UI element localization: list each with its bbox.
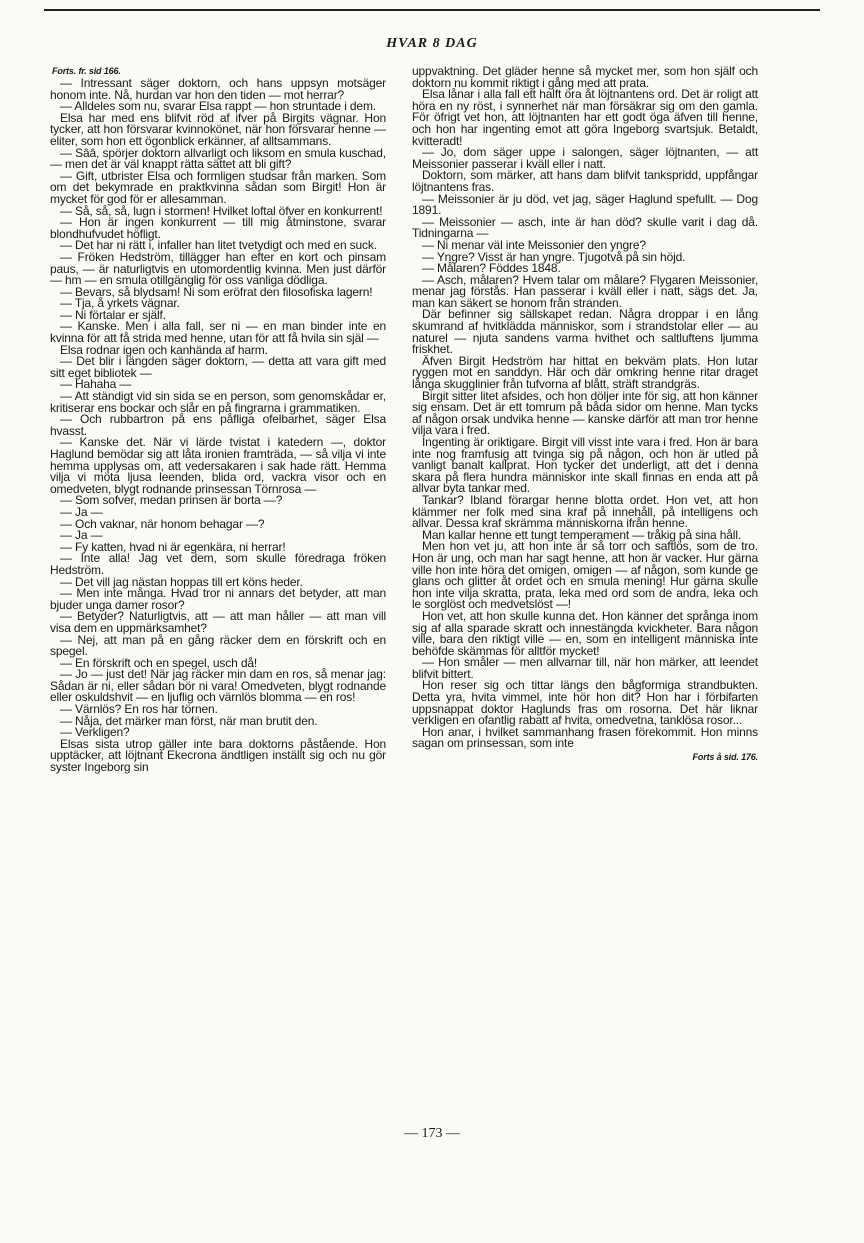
- right-column: [412, 66, 758, 764]
- paragraph: — Sââ, spörjer doktorn allvarligt och liksom en smula kuschad, — men det är väl knappt rätta sättet att bli gift?: [50, 145, 386, 172]
- paragraph: — Det blir i längden säger doktorn, — detta att vara gift med sitt eget bibliotek —: [50, 354, 386, 380]
- paragraph: — Alldeles som nu, svarar Elsa rappt — hon struntade i dem.: [60, 99, 376, 114]
- paragraph: — Ja —: [60, 504, 103, 519]
- paragraph: — Värnlös? En ros har törnen.: [60, 702, 218, 717]
- paragraph: Men hon vet ju, att hon inte är så torr och saftlös, som de tro. Hon är ung, och man har sagt henne, att hon är vacker. Hur gärna ville hon inte höra det omigen, omigen — af någon, som kunde ge glans och glitter åt ordet och en smula mening! Hur gärna skulle hon inte vilja skratta, prata, leka med ord som de andra, leka och le sorglöst och medvetslöst —!: [412, 539, 758, 612]
- paragraph: — Inte alla! Jag vet dem, som skulle föredraga fröken Hedström.: [50, 551, 386, 577]
- paragraph: — Ni förtalar er själf.: [60, 307, 166, 322]
- paragraph: — Asch, målaren? Hvem talar om målare? Flygaren Meissonier, menar jag förstås. Han passerar i kväll eller i natt, sägs det. Ja, man kan säkert se honom från stranden.: [412, 272, 758, 310]
- top-rule: [44, 9, 820, 11]
- paragraph: Elsas sista utrop gäller inte bara doktorns påstående. Hon upptäcker, att löjtnant Ekecrona ändtligen inställt sig och nu gör syster Ingeborg sin: [50, 736, 386, 775]
- page-number: — 173 —: [404, 1126, 460, 1141]
- paragraph: Hon vet, att hon skulle kunna det. Hon känner det språnga inom sig af alla sparade skratt och innestängda kvickheter. Bara någon ville, bara den riktigt ville — en, som en intelligent människa inte behöfde skämmas för alltför mycket!: [412, 608, 758, 658]
- paragraph: Där befinner sig sällskapet redan. Några droppar i en lång skumrand af hvitklädda människor, som i strandstolar eller — au naturel — njuta sandens varma hvithet och saltluftens ljumma friskhet.: [412, 307, 758, 357]
- paragraph: — Fy katten, hvad ni är egenkära, ni herrar!: [60, 539, 286, 554]
- continued-on-note: Forts å sid. 176.: [692, 752, 758, 763]
- paragraph: Man kallar henne ett tungt temperament — tråkig på sina håll.: [422, 527, 742, 542]
- paragraph: — Jo, dom säger uppe i salongen, säger löjtnanten, — att Meissonier passerar i kväll eller i natt.: [412, 145, 758, 171]
- paragraph: — Och vaknar, när honom behagar —?: [60, 516, 265, 531]
- paragraph: — Betyder? Naturligtvis, att — att man håller — att man vill visa dem en uppmärksamhet?: [50, 609, 386, 635]
- paragraph: Elsa lånar i alla fall ett halft öra åt löjtnantens ord. Det är roligt att höra en ny röst, i synnerhet när man försäkrar sig om den gamla. För öfrigt vet hon, att löjtnanten har ett godt öga äfven till henne, och hon har ingenting emot att göra Ingeborg svartsjuk. Betaldt, kvitteradt!: [412, 87, 758, 148]
- continued-from-note: Forts. fr. sid 166.: [52, 66, 121, 76]
- paragraph: — Men inte många. Hvad tror ni annars det betyder, att man bjuder unga damer rosor?: [50, 586, 386, 612]
- paragraph: — Målaren? Föddes 1848.: [422, 261, 561, 276]
- paragraph: — Det har ni rätt i, infaller han litet tvetydigt och med en suck.: [60, 238, 377, 253]
- paragraph: — Fröken Hedström, tillägger han efter en kort och pinsam paus, — är naturligtvis en utomordentlig kvinna. Men just därför — hm — en smula otillgänglig för oss vanliga dödliga.: [50, 249, 386, 288]
- paragraph: — Verkligen?: [60, 725, 130, 740]
- paragraph: — Kanske det. När vi lärde tvistat i katedern —, doktor Haglund bemödar sig att låta ironien framträda, — så vilja vi inte hemma upplysas om, att vedersakaren i sak hade rätt. Hemma vilja vi möta ljusa leenden, blida ord, vackra visor och en omedveten, blygt rodnande prinsessan Törnrosa —: [50, 435, 386, 496]
- paragraph: — Hon småler — men allvarnar till, när hon märker, att leendet blifvit bittert.: [412, 655, 758, 681]
- paragraph: — Hahaha —: [60, 377, 132, 392]
- paragraph: Äfven Birgit Hedström har hittat en bekväm plats. Hon lutar ryggen mot en sanddyn. Här och där omkring henne ritar draget långa skugglinier från tufvorna af blått, sträft strandgräs.: [412, 353, 758, 392]
- paragraph: — Nåja, det märker man först, när man brutit den.: [60, 713, 318, 728]
- paragraph: — Ni menar väl inte Meissonier den yngre?: [422, 237, 646, 252]
- paragraph: Birgit sitter litet afsides, och hon döljer inte för sig, att hon känner sig ensam. Det är ett tomrum på båda sidor om henne. Man tycks af någon orsak undvika henne — kanske därför att man tror henne vilja vara i fred.: [412, 388, 758, 438]
- paragraph: — Tja, å yrkets vägnar.: [60, 296, 180, 311]
- paragraph: — Jo — just det! När jag räcker min dam en ros, så menar jag: Sådan är ni, eller sådan bör ni vara! Omedveten, blygt rodnande eller oskuldshvit — en ljuflig och värnlös blomma — en ros!: [50, 667, 386, 705]
- paragraph: — Meissonier är ju död, vet jag, säger Haglund spefullt. — Dog 1891.: [412, 191, 758, 218]
- paragraph: — Kanske. Men i alla fall, ser ni — en man binder inte en kvinna för att få strida med henne, utan för att få hvila sin själ —: [50, 319, 386, 346]
- paragraph: — Meissonier — asch, inte är han död? skulle varit i dag då. Tidningarna —: [412, 214, 758, 241]
- paragraph: — Som sofver, medan prinsen är borta —?: [60, 493, 283, 508]
- paragraph: — Bevars, så blydsam! Ni som eröfrat den filosofiska lagern!: [60, 284, 373, 299]
- paragraph: — Ja —: [60, 528, 103, 543]
- paragraph: — Intressant säger doktorn, och hans uppsyn motsäger honom inte. Nå, hurdan var hon den tiden — mot herrar?: [50, 76, 386, 102]
- paragraph: Elsa har med ens blifvit röd af ifver på Birgits vägnar. Hon tycker, att hon försvarar kvinnokönet, när hon försvarar henne — eliter, som hon ett ögonblick erkänner, af alltsammans.: [50, 110, 386, 148]
- paragraph: — En förskrift och en spegel, usch då!: [60, 655, 258, 670]
- right-first-paragraph: uppvaktning. Det gläder henne så mycket mer, som hon själf och doktorn nu kommit riktigt i gång med att prata.: [412, 64, 758, 90]
- right-paragraphs: [412, 89, 758, 750]
- paragraph: Hon anar, i hvilket sammanhang frasen förekommit. Hon minns sagan om prinsessan, som inte: [412, 724, 758, 751]
- page-header: HVAR 8 DAG: [386, 36, 478, 51]
- paragraph: Ingenting är oriktigare. Birgit vill visst inte vara i fred. Hon är bara inte nog framfusig att tvinga sig på någon, och hon är utled på vanligt banalt kallprat. Hon tycker det underligt, att det i denna skara på flera hundra människor inte skall finnas en enda att på allvar byta tankar med.: [412, 435, 758, 496]
- paragraph: — Gift, utbrister Elsa och formligen studsar från marken. Som om det bekymrade en praktkvinna sådan som Birgit! Hon är mycket för god för er allesamman.: [50, 168, 386, 206]
- paragraph: — Hon är ingen konkurrent — till mig åtminstone, svarar blondhufvudet höfligt.: [50, 215, 386, 241]
- paragraph: Elsa rodnar igen och kanhända af harm.: [60, 342, 268, 357]
- paragraph: Doktorn, som märker, att hans dam blifvit tankspridd, uppfångar löjtnantens fras.: [412, 168, 758, 194]
- paragraph: — Det vill jag nästan hoppas till ert köns heder.: [60, 574, 303, 589]
- paragraph: Hon reser sig och tittar längs den bågformiga strandbukten. Detta yra, hvita vimmel, inte hör hon dit? Hon har i förbifarten uppsnappat doktor Haglunds fras om rosorna. Det här liknar verkligen en ofantlig rabatt af hvita, omedvetna, tanklösa rosor...: [412, 678, 758, 728]
- paragraph: — Så, så, så, lugn i stormen! Hvilket loftal öfver en konkurrent!: [60, 203, 383, 218]
- paragraph: — Yngre? Visst är han yngre. Tjugotvå på sin höjd.: [422, 249, 686, 264]
- paragraph: — Att ständigt vid sin sida se en person, som genomskådar er, kritiserar ens bockar och slår en på fingrarna i grammatiken.: [50, 389, 386, 415]
- left-paragraphs: [50, 78, 386, 774]
- paragraph: — Nej, att man på en gång räcker dem en förskrift och en spegel.: [50, 632, 386, 659]
- left-column: [50, 66, 386, 774]
- paragraph: — Och rubbartron på ens påfliga ofelbarhet, säger Elsa hvasst.: [50, 412, 386, 438]
- paragraph: Tankar? Ibland förargar henne blotta ordet. Hon vet, att hon klämmer ner folk med sina kraf på innehåll, på intelligens och allvar. Dessa kraf skrämma människorna ifrån henne.: [412, 492, 758, 531]
